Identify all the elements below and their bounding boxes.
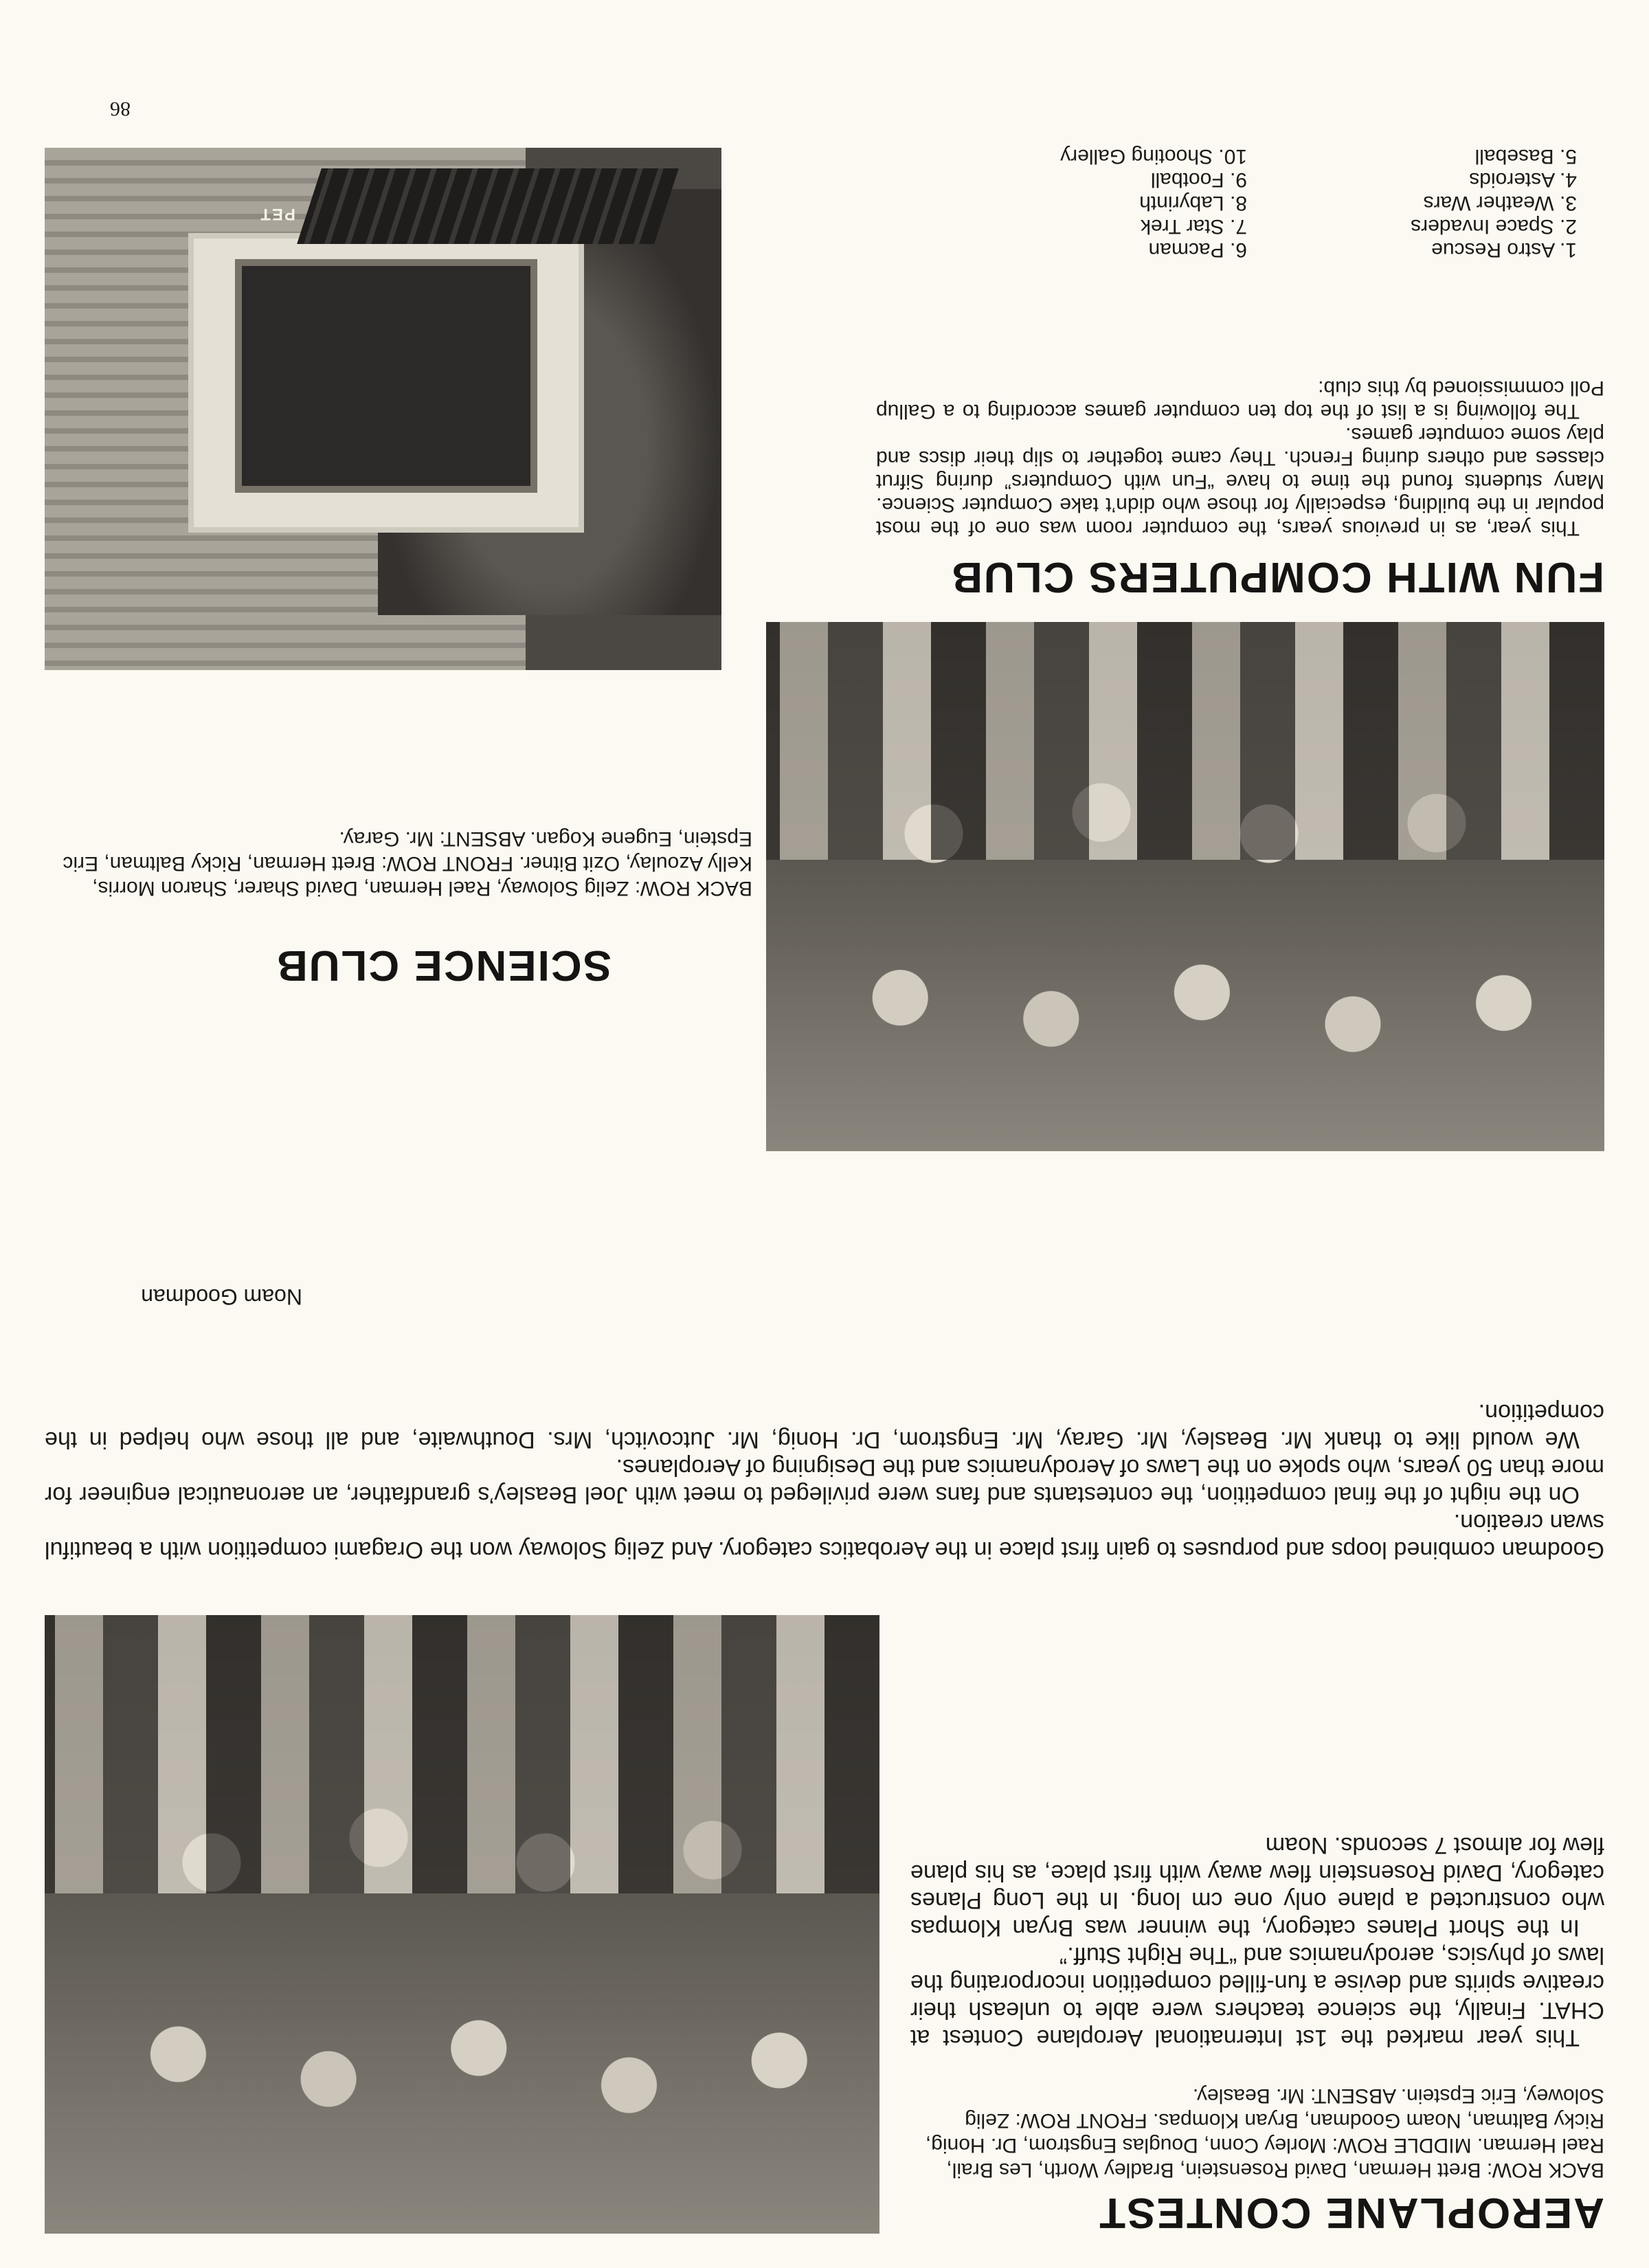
aeroplane-paragraph-1: This year marked the 1st International Aeroplane Contest at CHAT. Finally, the science teachers were able to unleash their creative spirits and devise a fun-filled competition incorporating the laws of physics, aerodynamics and “The Right Stuff.” (910, 1942, 1604, 2051)
game-item: 8. Labyrinth (1139, 192, 1247, 214)
aeroplane-paragraph-2: In the Short Planes category, the winner was Bryan Klompas who constructed a plane only one cm long. In the Long Planes category, David Rosenstein flew away with first place, as his plane flew for almost 7 seconds. Noam (910, 1832, 1604, 1941)
science-club-caption: BACK ROW: Zelig Soloway, Rael Herman, David Sharer, Sharon Morris, Kelly Azoulay, Ozit Bitner. FRONT ROW: Brett Herman, Ricky Baltman, Eric Epstein, Eugene Kogan. ABSENT: Mr. Garay. (63, 827, 752, 900)
game-item: 7. Star Trek (1140, 215, 1247, 238)
aeroplane-heading: AEROPLANE CONTEST (1098, 2189, 1604, 2236)
science-club-photo (766, 622, 1604, 1151)
top-ten-games-list (876, 137, 1604, 261)
aeroplane-paragraph-4: On the night of the final competition, the contestants and fans were privileged to meet with Joel Beasley’s grandfather, an aeronautical engineer for more than 50 years, who spoke on the Laws of Aerodynamics and the Designing of Aeroplanes. (45, 1454, 1604, 1508)
aeroplane-team-photo (45, 1615, 879, 2234)
game-item: 6. Pacman (1148, 238, 1247, 261)
computer-room-photo (45, 148, 721, 670)
game-item: 2. Space Invaders (1411, 215, 1577, 238)
computers-club-text (876, 376, 1604, 540)
photo-shirts (45, 1615, 879, 1893)
photo-monitor-screen (235, 259, 537, 493)
aeroplane-column-text (910, 1832, 1604, 2052)
science-club-heading: SCIENCE CLUB (275, 942, 612, 989)
photo-pet-label: PET (259, 205, 295, 223)
game-item: 5. Baseball (1474, 145, 1577, 168)
computers-list-intro: The following is a list of the top ten computer games according to a Gallup Poll commissioned by this club: (876, 377, 1604, 423)
game-item: 3. Weather Wars (1423, 192, 1577, 214)
game-item: 4. Asteroids (1469, 168, 1577, 191)
computers-intro: This year, as in previous years, the computer room was one of the most popular in the building, especially for those who didn’t take Computer Science. Many students found the time to have “Fun with Computers” during Sifrut classes and others during French. They came together to slip their discs and play some computer games. (876, 423, 1604, 540)
computers-club-heading: FUN WITH COMPUTERS CLUB (950, 553, 1604, 601)
photo-keyboard (297, 168, 679, 244)
aeroplane-full-text (45, 1399, 1604, 1564)
photo-shirts (766, 622, 1604, 860)
games-column-right (1060, 144, 1247, 261)
page-number: 86 (110, 98, 131, 120)
photo-monitor (188, 233, 584, 533)
aeroplane-caption: BACK ROW: Brett Herman, David Rosenstein, Bradley Worth, Les Brail, Rael Herman. MIDDLE ROW: Morley Conn, Douglas Engstrom, Dr. Honig, Ricky Baltman, Noam Goodman, Bryan Klompas. FRONT ROW: Zelig Solowey, Eric Epstein. ABSENT: Mr. Beasley. (925, 2084, 1604, 2181)
games-column-left (1411, 144, 1577, 261)
aeroplane-signature: Noam Goodman (141, 1285, 302, 1309)
game-item: 1. Astro Rescue (1431, 238, 1577, 261)
game-item: 10. Shooting Gallery (1060, 145, 1247, 168)
aeroplane-paragraph-3: Goodman combined loops and porpuses to gain first place in the Aerobatics category. And Zelig Soloway won the Oragami competition with a beautiful swan creation. (45, 1509, 1604, 1563)
aeroplane-paragraph-5: We would like to thank Mr. Beasley, Mr. Garay, Mr. Engstrom, Dr. Honig, Mr. Jutcovitch, Mrs. Douthwaite, and all those who helped in the competition. (45, 1399, 1604, 1453)
game-item: 9. Football (1150, 168, 1247, 191)
